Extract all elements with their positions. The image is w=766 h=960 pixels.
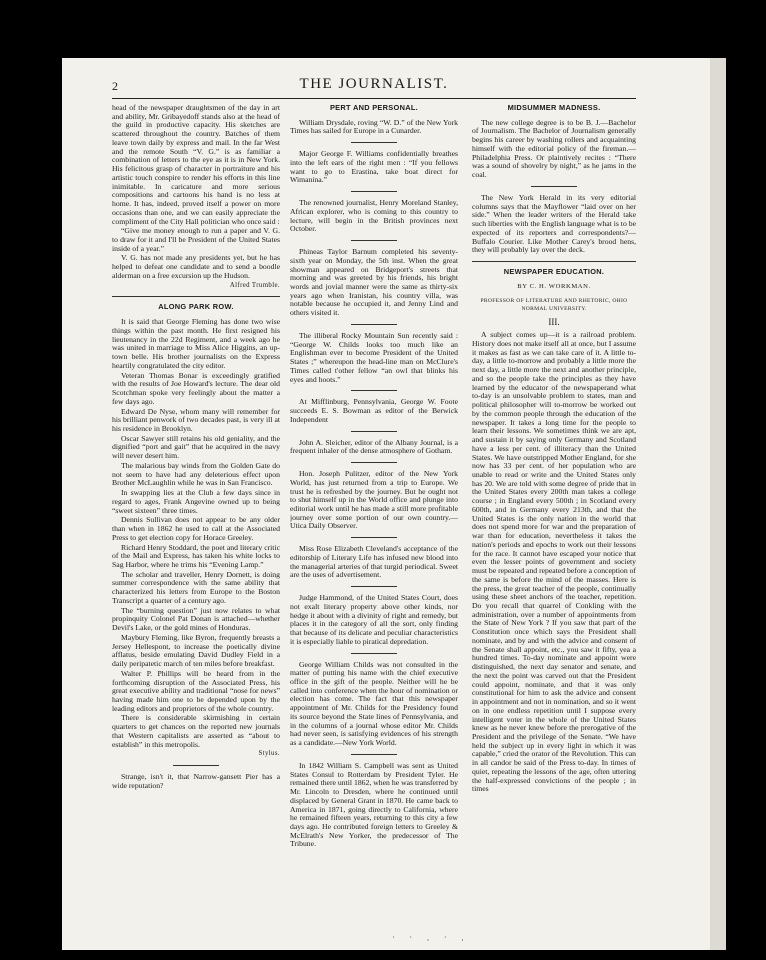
- paragraph: Oscar Sawyer still retains his old geniality, and the dignified “port and gait” that he acquired in the navy will never desert him.: [112, 433, 280, 461]
- paragraph: The “burning question” just now relates to what propinquity Colonel Pat Donan is attached—whether Devil's Lake, or the gold mines of Honduras.: [112, 605, 280, 633]
- news-item: Judge Hammond, of the United States Court, does not exalt literary property above other kinds, nor hedge it about with a divinity of right and remedy, but places it in the category of all the sort, only finding that because of its delicate and peculiar characteristics it is especially liable to piratical depredation.: [290, 593, 458, 646]
- item-divider: [351, 537, 397, 538]
- paragraph: A subject comes up—it is a railroad problem. History does not make itself all at once, but I assume it makes as fast as we can take care of it. A little to-day, a little to-morrow and probably a little more the next day, a little more the next and another principle, and so the people take the principles as they have learned by the educator of the newspaperand what to-day is an unsolvable problem to states, man and political philosopher will to-morrow be worked out by the common people through the education of the newspaper. It takes a long time for the people to learn their lessons. We sometimes think we are apt, and sustain it by saying only Germany and Scotland have a less per cent. of illiteracy than the United States. We have outstripped Mother England, for she now has 33 per cent. of her population who are unable to read or write and the United States only has 20. We are told with some degree of pride that in the United States every 200th man takes a college course ; in England every 500th ; in Scotland every 600th, and in Germany every 213th, and that the United States is the only nation in the world that does not spend more for war and the preparation of war than for education, nevertheless it takes the nation's periods and epochs to work out their lessons for the race. It cannot have escaped your notice that even the lesser points of government and society must be repeated and repeated before a conception of the same is before the mind of the masses. Here is the press, the great teacher of the people, continually using these sheet anchors of the teacher, repetition. Do you recall that quarrel of Conkling with the administration, over a number of appointments from the State of New York ? If you saw that part of the Constitution once which says the President shall nominate, and by and with the advice and consent of the Senate shall appoint, etc., you saw it fifty, yea a hundred times. To-day nominate and appoint were distinguished, the next day senator and senate, and the next the point was carved out that the President could appoint, nominate, and that it was only constitutional for him to ask the advice and consent in appointment and not in nomination, and so it went on in one endless repetition until I suppose every intelligent voter in the whole of the United States knew as he never knew before the prerogative of the President and the privilege of the Senate. “We have held the subject up in every light in which it was capable,” cried the orator of the Revolution. This can in all candor be said of the Press to-day. In times of quiet, repeating the lessons of the age, often uttering the half-expressed convictions of the people ; in times: [472, 330, 636, 794]
- print-marks: ˙ ˙ · ˙ ·: [392, 935, 470, 945]
- paragraph: The malarious bay winds from the Golden Gate do not seem to have had any deleterious effect upon Brother McLaughlin while he was in San Francisco.: [112, 460, 280, 488]
- column-3: [472, 104, 636, 924]
- paragraph: V. G. has not made any presidents yet, but he has helped to defeat one candidate and to send a boodle alderman on a free excursion up the Hudson.: [112, 253, 280, 280]
- news-item: The illiberal Rocky Mountain Sun recently said : “George W. Childs looks too much like an Englishman ever to become President of the United States ;” whereupon the head-line man on McClure's Times called t'other fellow “an owl that blinks his eyes and hoots.”: [290, 330, 458, 384]
- author-signature: Alfred Trumble.: [229, 281, 280, 289]
- section-divider: [472, 261, 636, 262]
- author-title: PROFESSOR OF LITERATURE AND RHETORIC, OHIO NORMAL UNIVERSITY.: [480, 298, 628, 313]
- news-item: The renowned journalist, Henry Moreland Stanley, African explorer, who is coming to this country to lecture, will begin in the British provinces next October.: [290, 198, 458, 234]
- page-edge: [710, 58, 726, 950]
- article-heading: NEWSPAPER EDUCATION.: [503, 267, 605, 277]
- paragraph: Veteran Thomas Bonar is exceedingly gratified with the results of Joe Howard's lecture. The dear old Scotchman spoke very feelingly about the matter a few days ago.: [112, 370, 280, 406]
- item-divider: [351, 586, 397, 587]
- article-byline: BY C. H. WORKMAN.: [517, 282, 591, 290]
- journal-title: THE JOURNALIST.: [299, 76, 449, 92]
- item-divider: [351, 462, 397, 463]
- paragraph: Strange, isn't it, that Narrow-gansett Pier has a wide reputation?: [112, 772, 280, 790]
- paragraph: “Give me money enough to run a paper and V. G. to draw for it and I'll be President of the United States inside of a year.”: [112, 226, 280, 253]
- author-signature: Stylus.: [258, 750, 280, 758]
- news-item: In 1842 William S. Campbell was sent as United States Consul to Rotterdam by President Tyler. He remained there until 1862, when he was transferred by Mr. Lincoln to Dresden, where he continued until displaced by General Grant in 1870. He came back to America in 1871, going directly to California, where he remained fifteen years, returning to this city a few days ago. He contributed foreign letters to Greeley & McElrath's New Yorker, the predecessor of The Tribune.: [290, 760, 458, 849]
- paragraph: There is considerable skirmishing in certain quarters to get chances on the reported new journals that Western capitalists are asserted as “about to establish” in this metropolis.: [112, 713, 280, 749]
- section-heading: ALONG PARK ROW.: [158, 302, 234, 312]
- page-number: 2: [112, 79, 118, 93]
- section-heading: MIDSUMMER MADNESS.: [507, 104, 601, 112]
- paragraph: head of the newspaper draughtsmen of the day in art and ability, Mr. Gribayedoff stands also at the head of the guild in productive capacity. His sketches are scattered throughout the country. Batches of them leave town daily by express and mail. In the far West and the remote South “V. G.” is as familiar a combination of letters to the eye as it is in New York. His felicitous grasp of character in portraiture and his artistic touch conspire to render his efforts in this line inimitable. In caricature and more serious compositions and cartoons his hand is no less at home. It has, indeed, proved itself a power on more occasions than one, and we can easily appreciate the compliment of the City Hall politician who once said :: [112, 104, 280, 226]
- item-divider: [351, 653, 397, 654]
- paragraph: The scholar and traveller, Henry Dornett, is doing summer correspondence with the same ability that characterized his letters from Europe to the Boston Transcript a quarter of a century ago.: [112, 569, 280, 605]
- part-number: III.: [548, 317, 560, 328]
- news-item: Major George F. Williams confidentially breathes into the left ears of the right men : “If you fellows want to go to Erastina, take boat direct for Wimanina.”: [290, 149, 458, 185]
- item-divider: [351, 240, 397, 241]
- news-item: Hon. Joseph Pulitzer, editor of the New York World, has just returned from a trip to Europe. We trust he is refreshed by the journey. But he ought not to shut himself up in the World office and plunge into editorial work until he has made a still more profitable journey over some portion of our own country.—Utica Daily Observer.: [290, 469, 458, 531]
- paragraph: Dennis Sullivan does not appear to be any older than when in 1862 he used to call at the Associated Press to get election copy for Horace Greeley.: [112, 515, 280, 542]
- paragraph: Walter P. Phillips will be heard from in the forthcoming disruption of the Associated Press, his great executive ability and traditional “nose for news” having made him one to be depended upon by the leading editors and proprietors of the whole country.: [112, 668, 280, 713]
- news-item: George William Childs was not consulted in the matter of putting his name with the chief executive office in the gift of the people. Neither will he be called into conference when the hour of nomination or election has come. The fact that this newspaper appointment of Mr. Childs for the Presidency found its source beyond the State lines of Pennsylvania, and in the columns of a journal whose editor Mr. Childs had never seen, is satisfying evidences of his strength as a candidate.—New York World.: [290, 659, 458, 748]
- news-item: At Mifflinburg, Pennsylvania, George W. Foote succeeds E. S. Bowman as editor of the Berwick Independent: [290, 397, 458, 424]
- column-1: [112, 104, 280, 924]
- paragraph: Maybury Fleming, like Byron, frequently breasts a Jersey Hellespont, to increase the poetically divine afflatus, beside emulating David Dudley Field in a daily peripatetic march of ten miles before breakfast.: [112, 632, 280, 669]
- paragraph: In swapping lies at the Club a few days since in regard to ages, Frank Angevine owned up to being “sweet sixteen” three times.: [112, 488, 280, 515]
- news-item: Phineas Taylor Barnum completed his seventy-sixth year on Monday, the 5th inst. When the great showman appeared on Bridgeport's streets that morning and was greeted by his friends, his bright words and jovial manner were the same as thirty-six years ago when Iranistan, his country villa, was notable because he occupied it, and Jenny Lind and others visited it.: [290, 247, 458, 318]
- item-divider: [351, 754, 397, 755]
- item-divider: [351, 431, 397, 432]
- item-divider: [531, 186, 577, 187]
- column-2: [290, 104, 458, 924]
- news-item: The new college degree is to be B. J.—Bachelor of Journalism. The Bachelor of Journalism generally begins his career by washing rollers and acquainting himself with the editorial policy of the fireman.—Philadelphia Press. Or plaintively recites : “There was a sound of shovelry by night,” as he jams in the coal.: [472, 117, 636, 180]
- news-item: The New York Herald in its very editorial columns says that the Mayflower “laid over on her side.” When the leader writers of the Herald take such liberties with the English language what is to be expected of its reporters and correspondents?—Buffalo Courier. Like Mother Carey's brood hens, they will probably lay over the deck.: [472, 192, 636, 255]
- item-divider: [351, 142, 397, 143]
- section-heading: PERT AND PERSONAL.: [329, 104, 419, 112]
- page-header: [112, 74, 636, 99]
- item-divider: [351, 324, 397, 325]
- paragraph: Edward De Nyse, whom many will remember for his brilliant penwork of two decades past, is very ill at his residence in Brooklyn.: [112, 406, 280, 433]
- item-divider: [351, 390, 397, 391]
- section-divider: [112, 296, 280, 297]
- news-item: John A. Sleicher, editor of the Albany Journal, is a frequent inhaler of the dense atmosphere of Gotham.: [290, 437, 458, 456]
- item-divider: [173, 765, 219, 766]
- item-divider: [351, 191, 397, 192]
- paragraph: It is said that George Fleming has done two wise things within the past month. He first resigned his lieutenancy in the 22d Regiment, and a week ago he was united in marriage to Miss Alice Higgins, an up-town belle. His brother journalists on the Express heartily congratulated the city editor.: [112, 317, 280, 370]
- paragraph: Richard Henry Stoddard, the poet and literary critic of the Mail and Express, has taken his white locks to Sag Harbor, where he trims his “Evening Lamp.”: [112, 542, 280, 569]
- news-item: William Drysdale, roving “W. D.” of the New York Times has sailed for Europe in a Cunarder.: [290, 117, 458, 136]
- news-item: Miss Rose Elizabeth Cleveland's acceptance of the editorship of Literary Life has infused new blood into the managerial arteries of that turgid periodical. Sweet are the uses of advertisement.: [290, 544, 458, 580]
